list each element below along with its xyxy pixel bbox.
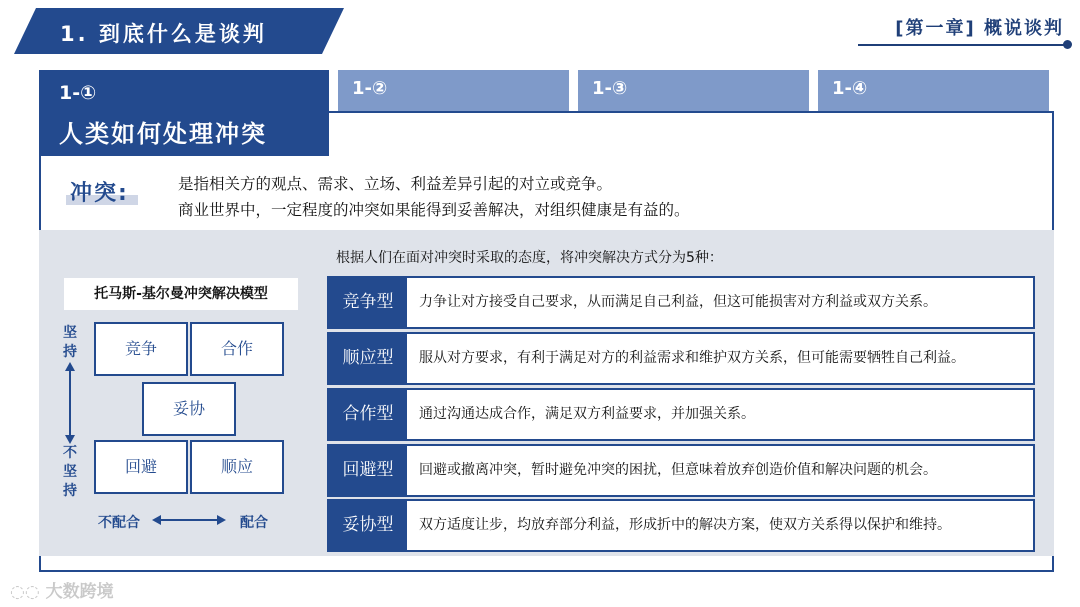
tab-1-1-active[interactable] xyxy=(39,70,329,156)
watermark-text: 大数跨境 xyxy=(45,582,114,602)
style-description: 回避或撤离冲突，暂时避免冲突的困扰，但意味着放弃创造价值和解决问题的机会。 xyxy=(419,462,937,478)
tab-1-3[interactable]: 1-③ xyxy=(578,70,809,112)
watermark-logo-icon: ◌◌ xyxy=(10,582,40,602)
model-cell-accommodate: 顺应 xyxy=(190,440,284,494)
axis-label-left: 不配合 xyxy=(98,515,140,531)
style-row-compromise xyxy=(327,499,1035,552)
style-description: 服从对方要求，有利于满足对方的利益需求和维护双方关系，但可能需要牺牲自己利益。 xyxy=(419,350,965,366)
style-label: 合作型 xyxy=(329,390,407,439)
model-cell-compromise: 妥协 xyxy=(142,382,236,436)
style-label: 妥协型 xyxy=(329,501,407,550)
model-title: 托马斯-基尔曼冲突解决模型 xyxy=(64,278,298,310)
definition-line-2: 商业世界中，一定程度的冲突如果能得到妥善解决，对组织健康是有益的。 xyxy=(178,201,690,219)
style-description: 双方适度让步，均放弃部分利益，形成折中的解决方案，使双方关系得以保护和维持。 xyxy=(419,517,951,533)
tab-1-2[interactable]: 1-② xyxy=(338,70,569,112)
page-title: 人类如何处理冲突 xyxy=(59,120,267,148)
style-row-cooperate xyxy=(327,388,1035,441)
model-cell-compete: 竞争 xyxy=(94,322,188,376)
tab-1-4[interactable]: 1-④ xyxy=(818,70,1049,112)
vertical-double-arrow-icon xyxy=(62,362,78,444)
style-label: 顺应型 xyxy=(329,334,407,383)
axis-label-top: 坚持 xyxy=(63,325,77,360)
style-description: 通过沟通达成合作，满足双方利益要求，并加强关系。 xyxy=(419,406,755,422)
definition-term: 冲突: xyxy=(70,181,129,206)
horizontal-double-arrow-icon xyxy=(152,513,226,527)
style-label: 竞争型 xyxy=(329,278,407,327)
chapter-underline xyxy=(858,44,1068,46)
style-row-accommodate xyxy=(327,332,1035,385)
tab-number: 1-① xyxy=(59,82,97,104)
style-label: 回避型 xyxy=(329,446,407,495)
style-description: 力争让对方接受自己要求，从而满足自己利益，但这可能损害对方利益或双方关系。 xyxy=(419,294,937,310)
styles-intro: 根据人们在面对冲突时采取的态度，将冲突解决方式分为5种： xyxy=(336,250,723,266)
definition-line-1: 是指相关方的观点、需求、立场、利益差异引起的对立或竞争。 xyxy=(178,175,613,193)
style-row-avoid xyxy=(327,444,1035,497)
chapter-label: [第一章] 概说谈判 xyxy=(895,18,1064,39)
model-cell-avoid: 回避 xyxy=(94,440,188,494)
section-title: 1. 到底什么是谈判 xyxy=(60,22,267,46)
style-row-compete xyxy=(327,276,1035,329)
axis-label-bottom: 不坚持 xyxy=(63,445,77,499)
watermark xyxy=(10,577,114,602)
model-cell-cooperate: 合作 xyxy=(190,322,284,376)
chapter-dot-icon xyxy=(1063,40,1072,49)
axis-label-right: 配合 xyxy=(240,515,268,531)
